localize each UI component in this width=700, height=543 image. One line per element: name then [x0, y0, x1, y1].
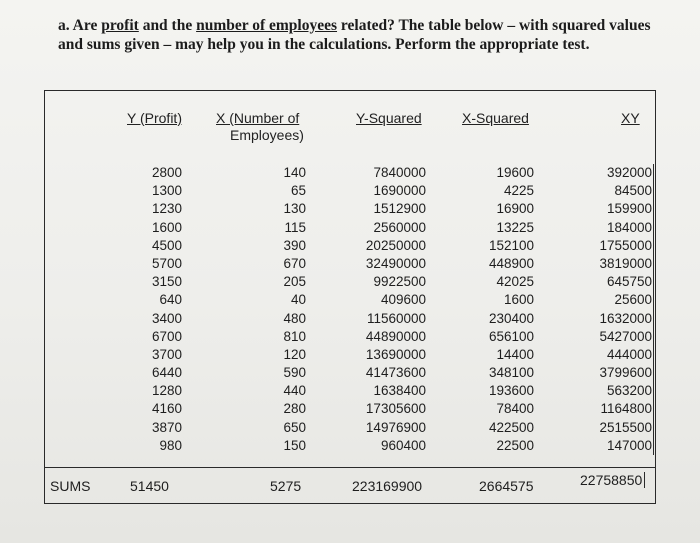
- sum-y-squared: 223169900: [352, 478, 423, 494]
- column-xy: [586, 164, 654, 455]
- cell-x-11: 120: [283, 346, 306, 362]
- cell-xy-13: 563200: [586, 382, 654, 400]
- cell-y-9: 3400: [151, 310, 182, 326]
- cell-y-10: 6700: [151, 328, 182, 344]
- cell-y-14: 4160: [151, 401, 182, 417]
- cell-xy-6: 3819000: [586, 255, 654, 273]
- cell-x-sq-2: 4225: [503, 183, 534, 199]
- term-employees: number of employees: [196, 17, 338, 34]
- header-y-squared: Y-Squared: [356, 110, 422, 126]
- cell-xy-5: 1755000: [586, 237, 654, 255]
- cell-y-sq-11: 13690000: [365, 346, 426, 362]
- column-y: [130, 164, 182, 455]
- cell-x-sq-11: 14400: [496, 346, 534, 362]
- question-text: a. Are profit and the number of employees related? The table below – with squared values and sums given – may help you in the calculations. Perform the appropriate test.: [58, 17, 651, 53]
- cell-y-sq-12: 41473600: [365, 365, 426, 381]
- cell-xy-1: 392000: [586, 164, 654, 182]
- cell-xy-7: 645750: [586, 273, 654, 291]
- sum-y: 51450: [130, 478, 169, 494]
- cell-y-sq-2: 1690000: [373, 183, 426, 199]
- cell-y-7: 3150: [151, 274, 182, 290]
- cell-x-8: 40: [290, 292, 306, 308]
- cell-x-sq-16: 22500: [496, 437, 534, 453]
- term-profit: profit: [101, 17, 139, 34]
- cell-xy-11: 444000: [586, 346, 654, 364]
- cell-x-sq-4: 13225: [496, 219, 534, 235]
- cell-y-11: 3700: [151, 346, 182, 362]
- cell-xy-8: 25600: [586, 291, 654, 309]
- cell-xy-12: 3799600: [586, 364, 654, 382]
- cell-y-sq-4: 2560000: [373, 219, 426, 235]
- cell-y-12: 6440: [151, 365, 182, 381]
- cell-x-5: 390: [283, 237, 306, 253]
- cell-x-sq-9: 230400: [488, 310, 534, 326]
- cell-y-sq-13: 1638400: [373, 383, 426, 399]
- cell-x-sq-15: 422500: [488, 419, 534, 435]
- cell-x-sq-7: 42025: [496, 274, 534, 290]
- cell-y-sq-7: 9922500: [373, 274, 426, 290]
- cell-x-10: 810: [283, 328, 306, 344]
- header-y: Y (Profit): [127, 110, 182, 126]
- sum-x-squared: 2664575: [479, 478, 534, 494]
- cell-y-15: 3870: [151, 419, 182, 435]
- header-x: X (Number of Employees): [216, 110, 304, 143]
- cell-y-6: 5700: [151, 255, 182, 271]
- cell-y-13: 1280: [151, 383, 182, 399]
- cell-x-sq-3: 16900: [496, 201, 534, 217]
- cell-x-14: 280: [283, 401, 306, 417]
- cell-y-sq-15: 14976900: [365, 419, 426, 435]
- cell-y-4: 1600: [151, 219, 182, 235]
- cell-xy-2: 84500: [586, 182, 654, 200]
- cell-x-sq-12: 348100: [488, 365, 534, 381]
- column-y-squared: [354, 164, 426, 455]
- cell-x-12: 590: [283, 365, 306, 381]
- cell-y-sq-8: 409600: [380, 292, 426, 308]
- cell-x-1: 140: [283, 165, 306, 180]
- cell-y-sq-5: 20250000: [365, 237, 426, 253]
- cell-y-16: 980: [159, 437, 182, 453]
- cell-xy-14: 1164800: [586, 400, 654, 418]
- cell-x-sq-6: 448900: [488, 255, 534, 271]
- column-x-squared: [470, 164, 534, 455]
- cell-y-sq-10: 44890000: [365, 328, 426, 344]
- cell-x-3: 130: [283, 201, 306, 217]
- cell-x-4: 115: [284, 219, 306, 235]
- cell-y-5: 4500: [151, 237, 182, 253]
- cell-y-sq-6: 32490000: [365, 255, 426, 271]
- sums-label: SUMS: [50, 478, 91, 494]
- sums-divider: [44, 467, 656, 468]
- cell-xy-16: 147000: [586, 437, 654, 455]
- cell-y-8: 640: [159, 292, 182, 308]
- cell-xy-10: 5427000: [586, 328, 654, 346]
- cell-x-6: 670: [283, 255, 306, 271]
- cell-xy-15: 2515500: [586, 419, 654, 437]
- cell-y-2: 1300: [151, 183, 182, 199]
- header-xy: XY: [621, 110, 640, 126]
- cell-x-13: 440: [283, 383, 306, 399]
- cell-xy-4: 184000: [586, 219, 654, 237]
- cell-y-sq-14: 17305600: [365, 401, 426, 417]
- cell-y-sq-1: 7840000: [373, 165, 426, 180]
- cell-x-9: 480: [283, 310, 306, 326]
- cell-x-sq-13: 193600: [488, 383, 534, 399]
- sum-x: 5275: [270, 478, 302, 494]
- cell-x-15: 650: [283, 419, 306, 435]
- cell-x-16: 150: [283, 437, 306, 453]
- cell-y-sq-3: 1512900: [373, 201, 426, 217]
- sum-xy: 22758850: [580, 472, 645, 488]
- column-x: [262, 164, 306, 455]
- cell-x-sq-5: 152100: [488, 237, 534, 253]
- cell-x-sq-1: 19600: [496, 165, 534, 180]
- header-x-squared: X-Squared: [462, 110, 529, 126]
- cell-xy-3: 159900: [586, 200, 654, 218]
- cell-x-2: 65: [290, 183, 306, 199]
- cell-x-sq-8: 1600: [503, 292, 534, 308]
- cell-x-sq-14: 78400: [496, 401, 534, 417]
- cell-y-sq-9: 11560000: [366, 310, 426, 326]
- cell-xy-9: 1632000: [586, 310, 654, 328]
- cell-x-7: 205: [283, 274, 306, 290]
- cell-y-sq-16: 960400: [380, 437, 426, 453]
- cell-y-3: 1230: [151, 201, 182, 217]
- cell-x-sq-10: 656100: [488, 328, 534, 344]
- cell-y-1: 2800: [151, 165, 182, 180]
